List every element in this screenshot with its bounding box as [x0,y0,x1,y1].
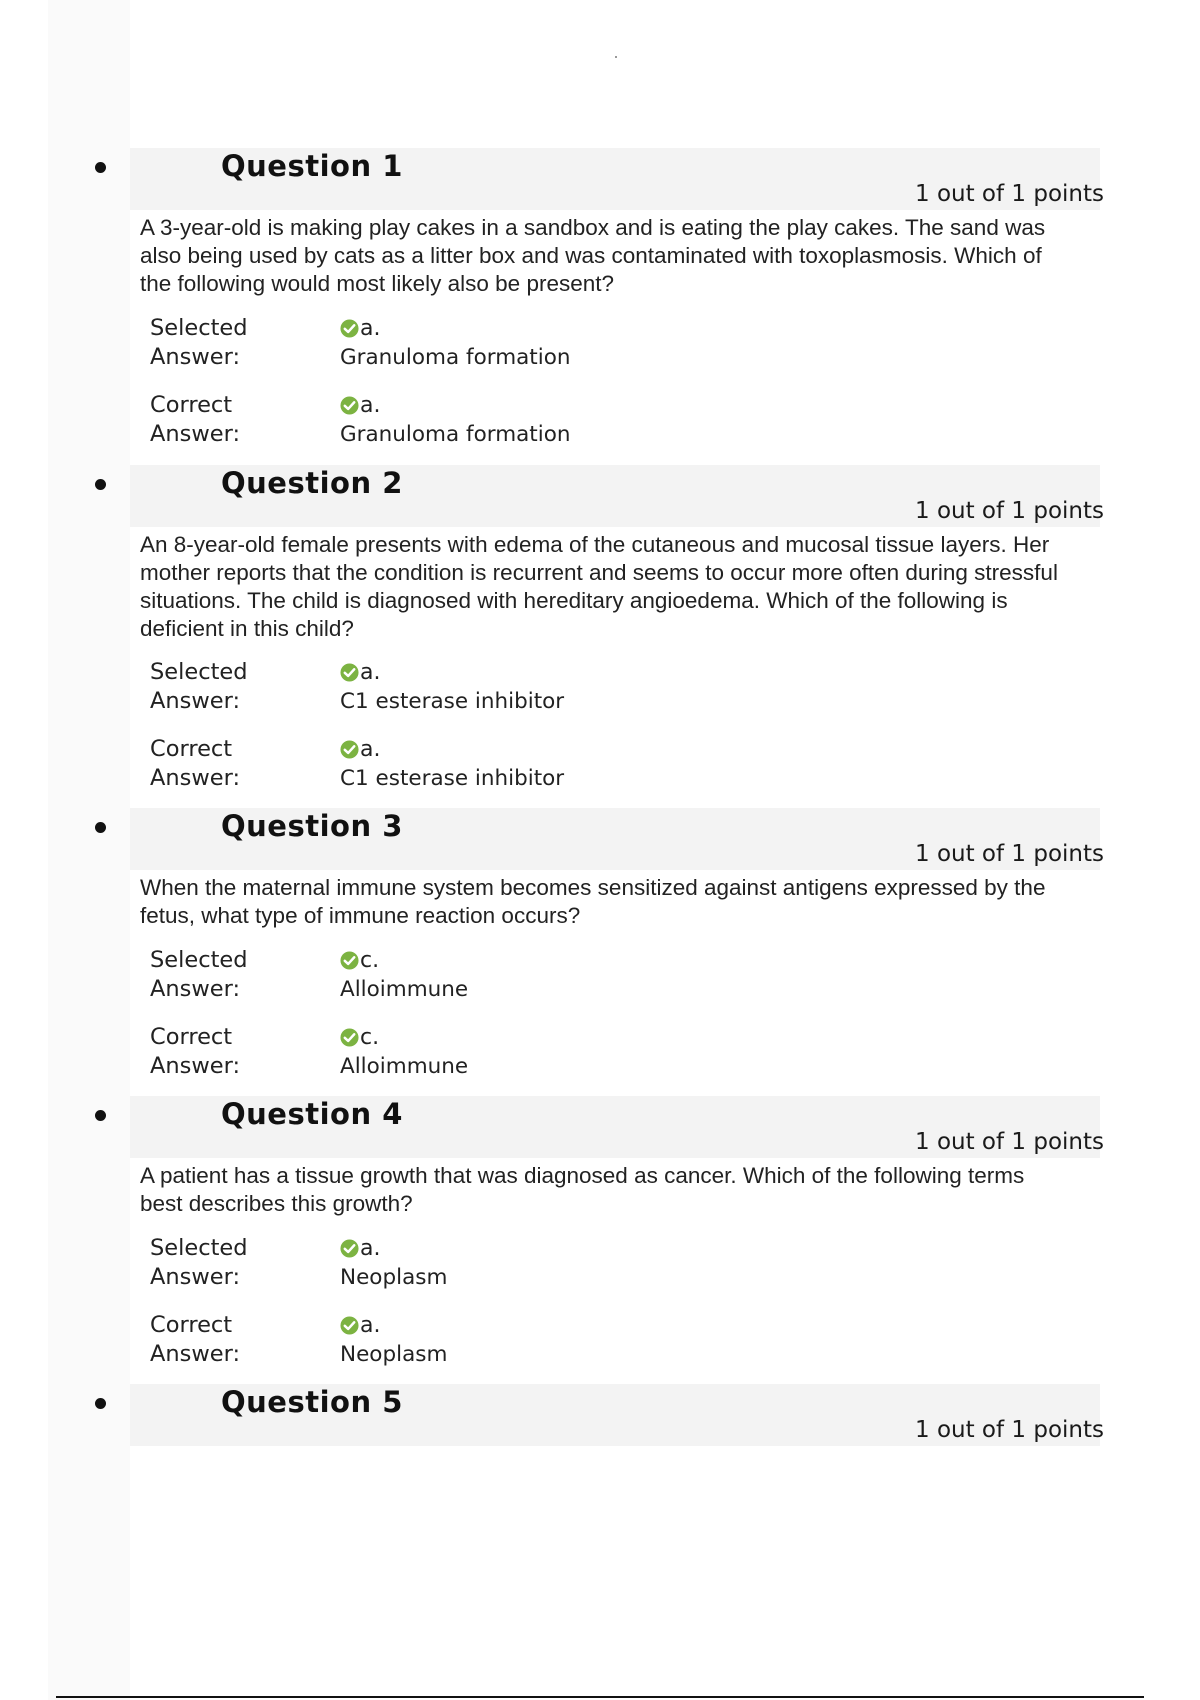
correct-answer-value [340,735,840,793]
answer-letter: c. [360,948,380,973]
selected-answer-value [340,314,840,372]
question-text: A patient has a tissue growth that was diagnosed as cancer. Which of the following terms best describes this growth? [140,1163,1025,1216]
selected-answer-label: Selected Answer: [150,659,248,714]
question-points: 1 out of 1 points [915,181,1104,207]
correct-answer-label: Correct Answer: [150,1312,241,1367]
question-title: Question 3 [221,809,403,843]
answer-text: Granuloma formation [340,345,571,370]
question-text: When the maternal immune system becomes sensitized against antigens expressed by the fetus, what type of immune reaction occurs? [140,875,1046,928]
answer-letter: a. [360,660,381,685]
selected-answer-row [150,314,850,374]
check-circle-icon [340,319,359,338]
check-circle-icon [340,740,359,759]
list-bullet [95,162,106,173]
question-points: 1 out of 1 points [915,841,1104,867]
correct-answer-row [150,1311,850,1371]
answer-text: Alloimmune [340,977,469,1002]
check-circle-icon [340,1028,359,1047]
question-title: Question 1 [221,149,403,183]
question-text: A 3-year-old is making play cakes in a sandbox and is eating the play cakes. The sand was also being used by cats as a litter box and was contaminated with toxoplasmosis. Which of the following would most likely also be present? [140,215,1046,296]
answer-text: C1 esterase inhibitor [340,689,565,714]
question-title: Question 5 [221,1385,403,1419]
selected-answer-row [150,946,850,1006]
selected-answer-value [340,946,840,1004]
question-points: 1 out of 1 points [915,498,1104,524]
question-title: Question 4 [221,1097,403,1131]
answer-letter: a. [360,316,381,341]
selected-answer-value [340,1234,840,1292]
check-circle-icon [340,951,359,970]
question-points: 1 out of 1 points [915,1129,1104,1155]
question-points: 1 out of 1 points [915,1417,1104,1443]
correct-answer-row [150,735,850,795]
correct-answer-label: Correct Answer: [150,1024,241,1079]
answer-text: C1 esterase inhibitor [340,766,565,791]
check-circle-icon [340,396,359,415]
correct-answer-value [340,1311,840,1369]
answer-letter: a. [360,737,381,762]
question-title: Question 2 [221,466,403,500]
answer-text: Granuloma formation [340,422,571,447]
question-text: An 8-year-old female presents with edema of the cutaneous and mucosal tissue layers. Her mother reports that the condition is recurrent and seems to occur more often during stressful situations. The child is diagnosed with hereditary angioedema. Which of the following is deficient in this child? [140,532,1058,641]
selected-answer-label: Selected Answer: [150,315,248,370]
selected-answer-row [150,1234,850,1294]
selected-answer-value [340,658,840,716]
answer-letter: a. [360,393,381,418]
answer-letter: a. [360,1236,381,1261]
list-bullet [95,1110,106,1121]
page-bottom-rule [56,1696,1144,1698]
selected-answer-row [150,658,850,718]
page-speck [615,56,617,58]
answer-text: Alloimmune [340,1054,469,1079]
correct-answer-label: Correct Answer: [150,736,241,791]
correct-answer-row [150,391,850,451]
list-bullet [95,822,106,833]
selected-answer-label: Selected Answer: [150,947,248,1002]
answer-text: Neoplasm [340,1342,448,1367]
check-circle-icon [340,1239,359,1258]
check-circle-icon [340,1316,359,1335]
correct-answer-value [340,1023,840,1081]
check-circle-icon [340,663,359,682]
answer-letter: c. [360,1025,380,1050]
correct-answer-row [150,1023,850,1083]
answer-text: Neoplasm [340,1265,448,1290]
correct-answer-value [340,391,840,449]
list-bullet [95,479,106,490]
correct-answer-label: Correct Answer: [150,392,241,447]
answer-letter: a. [360,1313,381,1338]
selected-answer-label: Selected Answer: [150,1235,248,1290]
page-margin-shade [48,0,130,1700]
list-bullet [95,1398,106,1409]
